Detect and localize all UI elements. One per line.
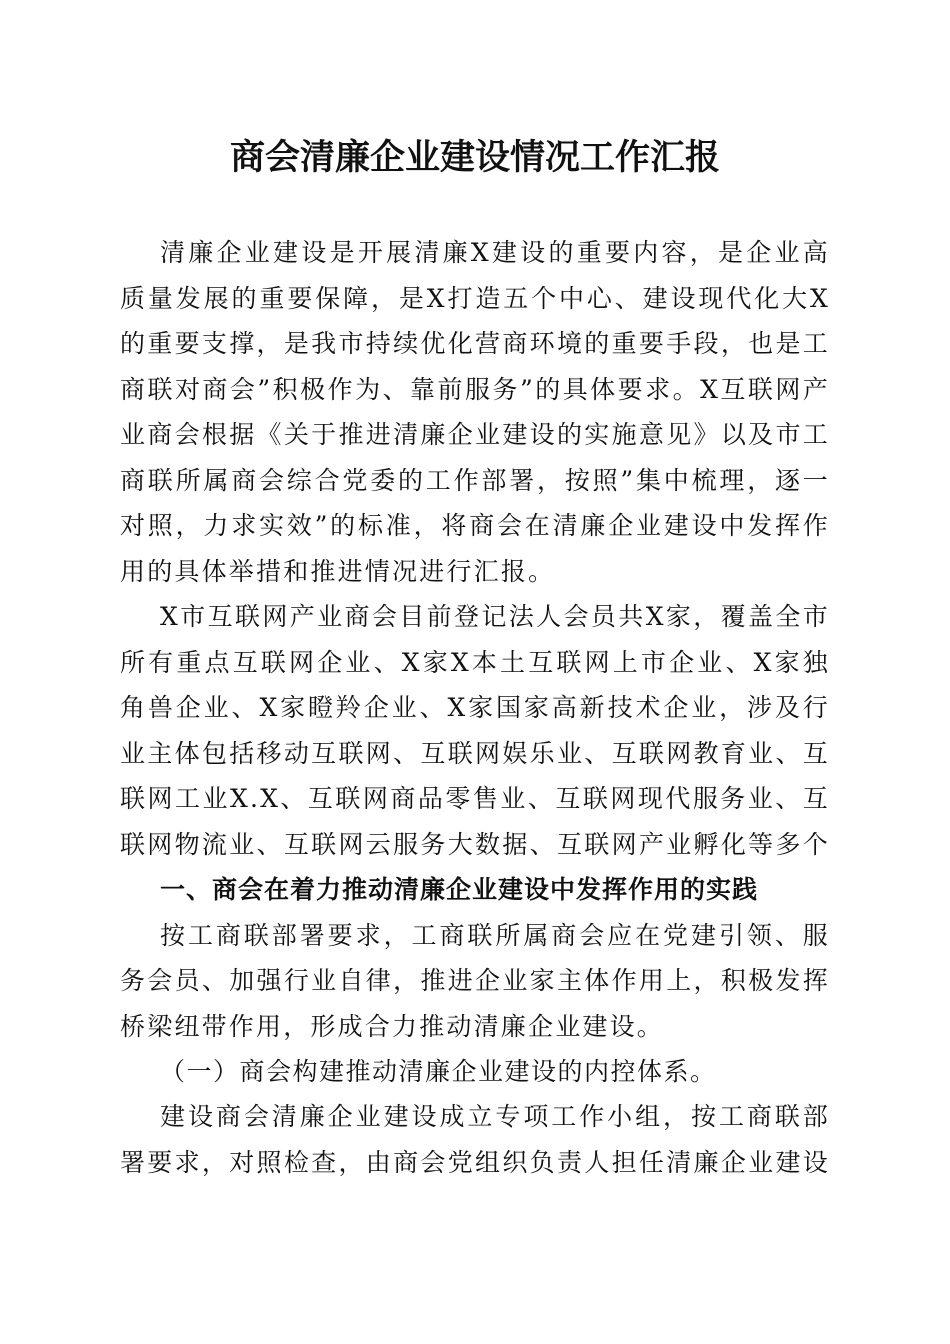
section-heading: 一、商会在着力推动清廉企业建设中发挥作用的实践 bbox=[160, 875, 759, 904]
subsection-paragraph: 建设商会清廉企业建设成立专项工作小组，按工商联部署要求，对照检查，由商会党组织负责人担任清廉企业建设 bbox=[120, 1102, 830, 1177]
subsection-heading: （一）商会构建推动清廉企业建设的内控体系。 bbox=[160, 1056, 717, 1086]
intro-paragraph: 清廉企业建设是开展清廉X建设的重要内容，是企业高质量发展的重要保障，是X打造五个中心、建设现代化大X的重要支撑，是我市持续优化营商环境的重要手段，也是工商联对商会”积极作为、靠前服务”的具体要求。X互联网产业商会根据《关于推进清廉企业建设的实施意见》以及市工商联所属商会综合党委的工作部署，按照”集中梳理，逐一对照，力求实效”的标准，将商会在清廉企业建设中发挥作用的具体举措和推进情况进行汇报。 bbox=[120, 238, 830, 586]
document-body bbox=[120, 230, 830, 1185]
section-paragraph: 按工商联部署要求，工商联所属商会应在党建引领、服务会员、加强行业自律，推进企业家主体作用上，积极发挥桥梁纽带作用，形成合力推动清廉企业建设。 bbox=[120, 920, 830, 1041]
overview-paragraph: X市互联网产业商会目前登记法人会员共X家，覆盖全市所有重点互联网企业、X家X本土互联网上市企业、X家独角兽企业、X家瞪羚企业、X家国家高新技术企业，涉及行业主体包括移动互联网、互联网娱乐业、互联网教育业、互联网工业X.X、互联网商品零售业、互联网现代服务业、互联网物流业、互联网云服务大数据、互联网产业孵化等多个 bbox=[120, 602, 830, 859]
document-title: 商会清廉企业建设情况工作汇报 bbox=[229, 138, 720, 178]
